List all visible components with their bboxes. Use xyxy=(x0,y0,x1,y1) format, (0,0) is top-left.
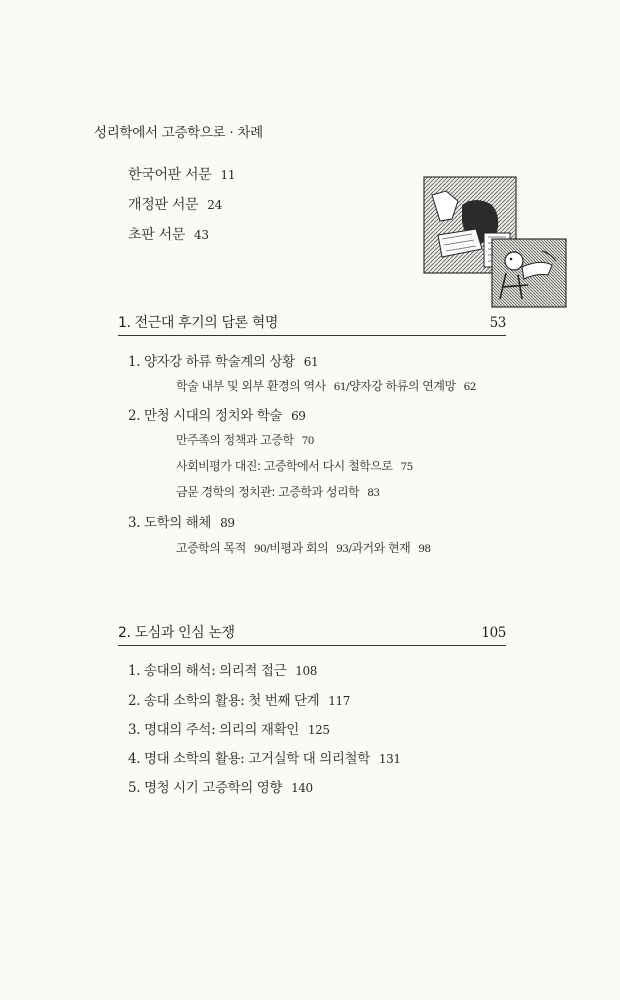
chapter-1-1[interactable] xyxy=(128,350,318,370)
section-title[interactable]: 학술 내부 및 외부 환경의 역사 xyxy=(176,379,326,393)
chapter-title: 5. 명청 시기 고증학의 영향 xyxy=(128,780,283,796)
section-page: 90/ xyxy=(253,543,270,555)
part-page: 105 xyxy=(481,625,506,641)
entry-title: 초판 서문 xyxy=(128,227,186,243)
chapter-title: 2. 만청 시대의 정치와 학술 xyxy=(128,408,283,424)
entry-page: 11 xyxy=(220,168,236,182)
section-title[interactable]: 양자강 하류의 연계망 xyxy=(349,379,456,393)
chapter-title: 2. 송대 소학의 활용: 첫 번째 단계 xyxy=(128,693,320,709)
section-line xyxy=(176,377,476,394)
scholar-illustration xyxy=(422,175,568,309)
chapter-1-3[interactable] xyxy=(128,511,235,531)
section-title[interactable]: 고증학의 목적 xyxy=(176,541,246,555)
chapter-page: 117 xyxy=(328,694,350,708)
section-page: 93/ xyxy=(336,543,352,555)
section-page: 62 xyxy=(463,381,476,393)
chapter-page: 69 xyxy=(291,409,306,423)
chapter-2-1[interactable] xyxy=(128,659,317,679)
part-title: 1. 전근대 후기의 담론 혁명 xyxy=(118,315,278,331)
section-page: 83 xyxy=(367,487,380,499)
section-line xyxy=(176,539,431,556)
section-title[interactable]: 금문 경학의 정치관: 고증학과 성리학 xyxy=(176,485,360,499)
chapter-page: 61 xyxy=(303,355,319,369)
chapter-1-2[interactable] xyxy=(128,404,306,424)
entry-title: 개정판 서문 xyxy=(128,197,199,213)
section-line xyxy=(176,457,413,474)
part-page: 53 xyxy=(489,315,506,331)
section-line xyxy=(176,431,314,448)
section-page: 75 xyxy=(400,461,413,473)
chapter-page: 125 xyxy=(307,723,330,737)
entry-page: 43 xyxy=(194,228,209,242)
chapter-title: 1. 양자강 하류 학술계의 상황 xyxy=(128,354,295,370)
preface-list xyxy=(128,165,235,255)
toc-entry-first-preface[interactable] xyxy=(128,225,235,255)
chapter-2-2[interactable] xyxy=(128,689,350,709)
section-title[interactable]: 비평과 회의 xyxy=(269,541,329,555)
running-header: 성리학에서 고증학으로 · 차례 xyxy=(94,125,263,141)
entry-page: 24 xyxy=(207,198,222,212)
chapter-2-5[interactable] xyxy=(128,776,313,796)
toc-entry-korean-preface[interactable] xyxy=(128,165,235,195)
part-title: 2. 도심과 인심 논쟁 xyxy=(118,625,235,641)
chapter-page: 140 xyxy=(291,781,313,795)
chapter-title: 1. 송대의 해석: 의리적 접근 xyxy=(128,663,287,679)
chapter-page: 89 xyxy=(220,516,235,530)
chapter-page: 131 xyxy=(378,752,401,766)
section-page: 61/ xyxy=(333,381,350,393)
entry-title: 한국어판 서문 xyxy=(128,167,212,183)
section-page: 70 xyxy=(301,435,314,447)
section-title[interactable]: 과거와 현재 xyxy=(351,541,411,555)
chapter-2-3[interactable] xyxy=(128,718,330,738)
chapter-title: 3. 명대의 주석: 의리의 재확인 xyxy=(128,722,299,738)
section-title[interactable]: 사회비평가 대진: 고증학에서 다시 철학으로 xyxy=(176,459,393,473)
toc-entry-revised-preface[interactable] xyxy=(128,195,235,225)
part-2-heading[interactable] xyxy=(118,622,506,646)
section-title[interactable]: 만주족의 정책과 고증학 xyxy=(176,433,294,447)
part-1-heading[interactable] xyxy=(118,312,506,336)
chapter-title: 3. 도학의 해체 xyxy=(128,515,212,531)
chapter-2-4[interactable] xyxy=(128,747,401,767)
section-line xyxy=(176,483,380,500)
section-page: 98 xyxy=(418,543,431,555)
chapter-page: 108 xyxy=(295,664,317,678)
chapter-title: 4. 명대 소학의 활용: 고거실학 대 의리철학 xyxy=(128,751,370,767)
